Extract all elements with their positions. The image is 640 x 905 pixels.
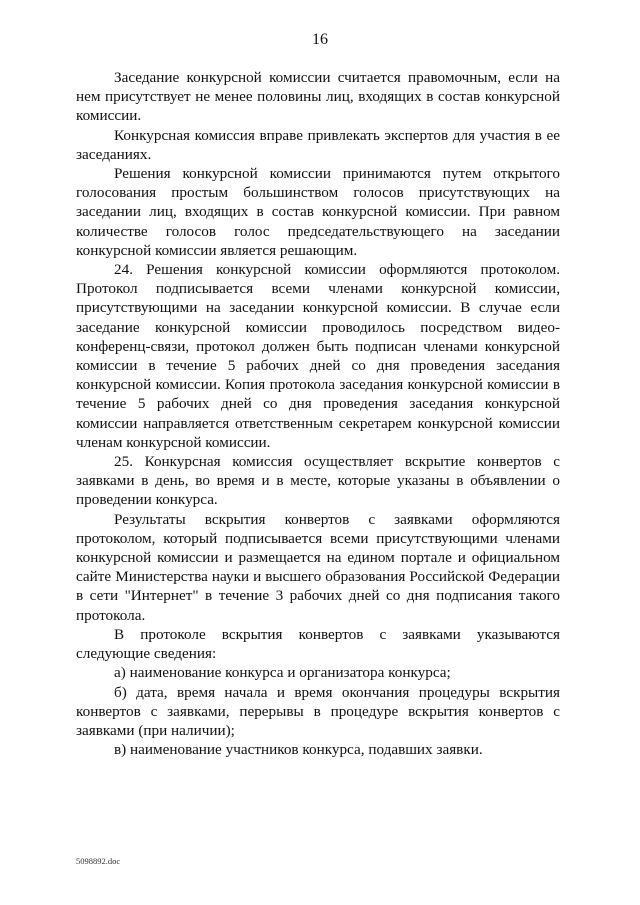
- paragraph-protocol-info: В протоколе вскрытия конвертов с заявками указываются следующие сведения:: [76, 625, 560, 663]
- list-item-a: а) наименование конкурса и организатора конкурса;: [114, 664, 451, 682]
- document-body: [76, 68, 560, 759]
- list-item-c: в) наименование участников конкурса, подавших заявки.: [114, 741, 483, 759]
- paragraph-item-24: 24. Решения конкурсной комиссии оформляются протоколом. Протокол подписывается всеми членами конкурсной комиссии, присутствующими на заседании конкурсной комиссии. В случае если заседание конкурсной комиссии проводилось посредством видео-конференц-связи, протокол должен быть подписан членами конкурсной комиссии в течение 5 рабочих дней со дня проведения заседания конкурсной комиссии. Копия протокола заседания конкурсной комиссии в течение 5 рабочих дней со дня проведения заседания конкурсной комиссии направляется ответственным секретарем конкурсной комиссии членам конкурсной комиссии.: [76, 261, 560, 451]
- paragraph-experts: Конкурсная комиссия вправе привлекать экспертов для участия в ее заседаниях.: [76, 126, 560, 163]
- paragraph-quorum: Заседание конкурсной комиссии считается правомочным, если на нем присутствует не менее половины лиц, входящих в состав конкурсной комиссии.: [76, 69, 560, 125]
- paragraph-voting: Решения конкурсной комиссии принимаются путем открытого голосования простым большинством голосов присутствующих на заседании лиц, входящих в состав конкурсной комиссии. При равном количестве голосов голос председательствующего на заседании конкурсной комиссии является решающим.: [76, 165, 560, 259]
- page-number: 16: [312, 31, 328, 48]
- paragraph-results: Результаты вскрытия конвертов с заявками оформляются протоколом, который подписывается всеми присутствующими членами конкурсной комиссии и размещается на едином портале и официальном сайте Министерства науки и высшего образования Российской Федерации в сети "Интернет" в течение 3 рабочих дней со дня подписания такого протокола.: [76, 510, 560, 624]
- paragraph-item-25: 25. Конкурсная комиссия осуществляет вскрытие конвертов с заявками в день, во время и в месте, которые указаны в объявлении о проведении конкурса.: [76, 453, 560, 509]
- document-code: 5098892.doc: [76, 856, 121, 866]
- list-item-b: б) дата, время начала и время окончания процедуры вскрытия конвертов с заявками, перерывы в процедуре вскрытия конвертов с заявками (при наличии);: [76, 683, 560, 739]
